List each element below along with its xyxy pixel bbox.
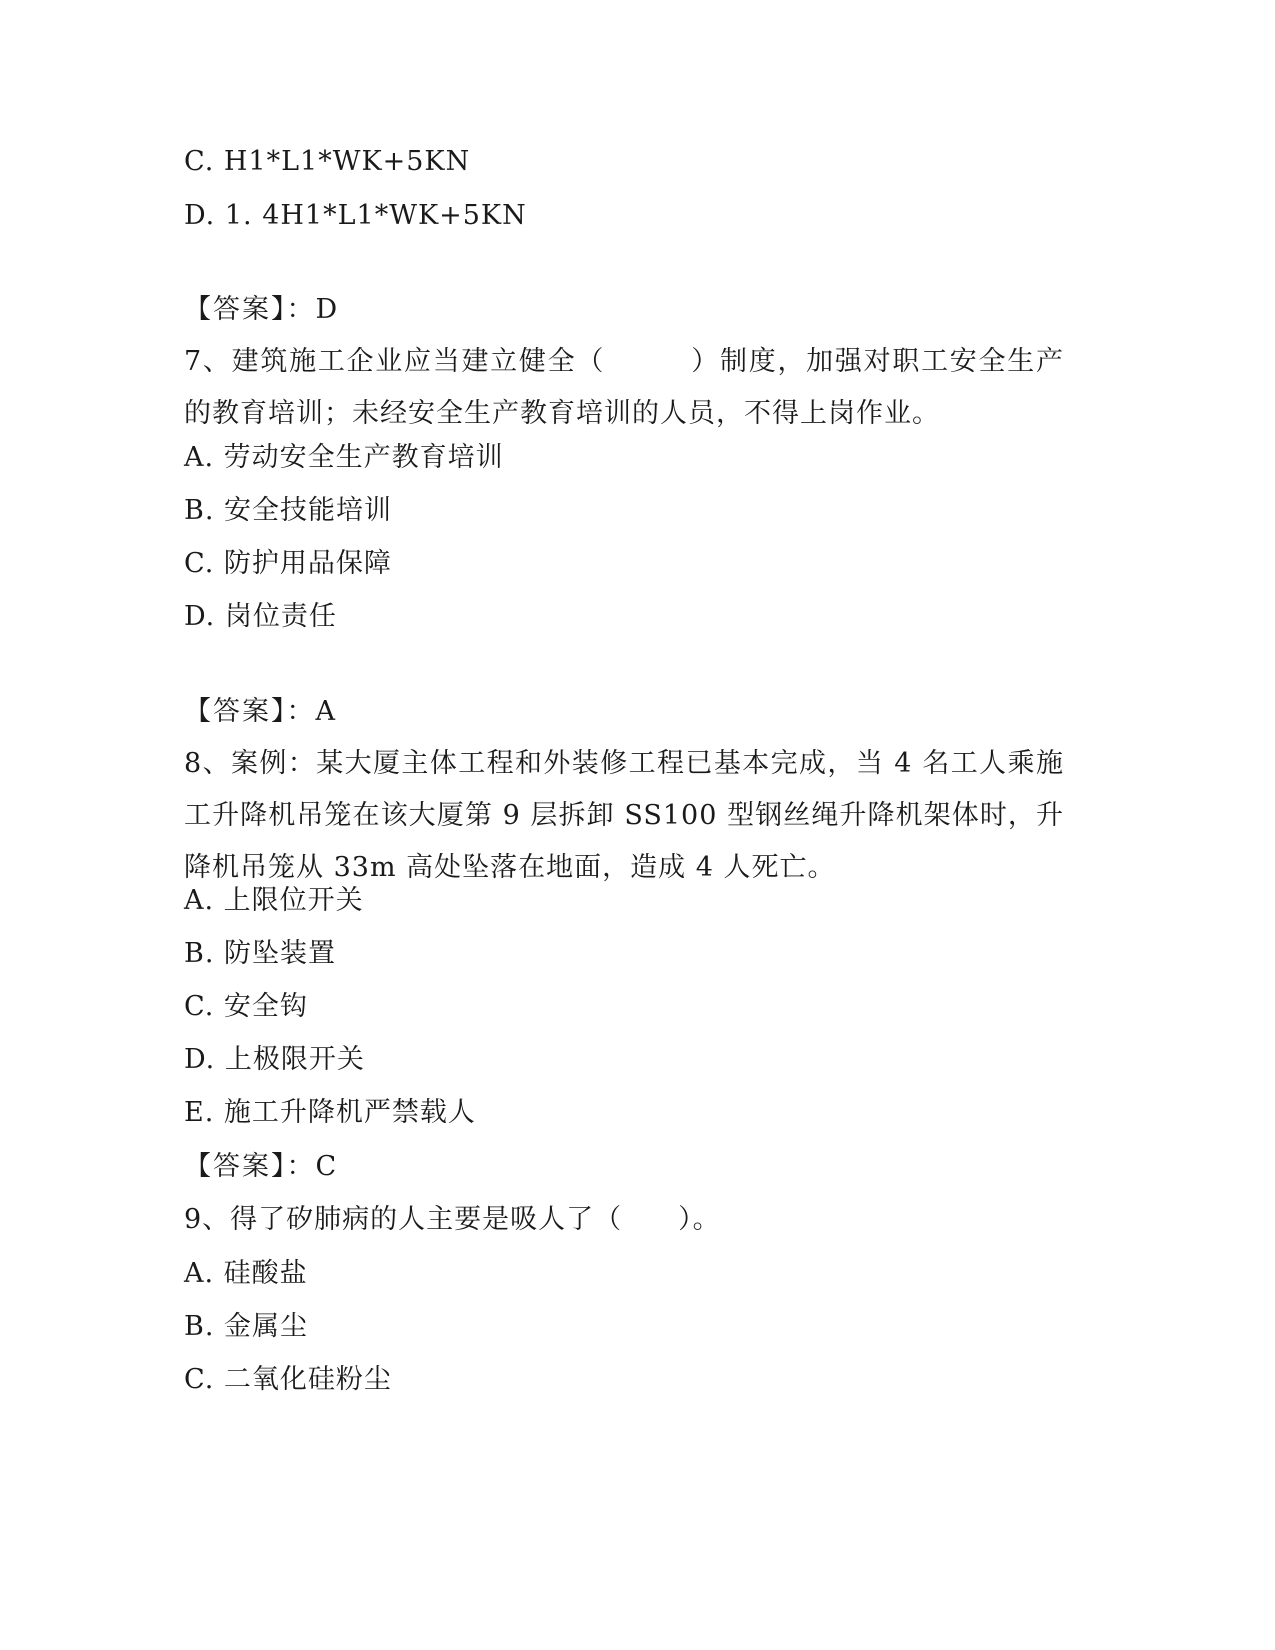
q7-option-b: B. 安全技能培训 bbox=[184, 495, 393, 526]
q7-option-d: D. 岗位责任 bbox=[184, 601, 337, 632]
q9-option-a: A. 硅酸盐 bbox=[184, 1258, 308, 1289]
q8-stem: 8、案例：某大厦主体工程和外装修工程已基本完成，当 4 名工人乘施工升降机吊笼在该大厦第 9 层拆卸 SS100 型钢丝绳升降机架体时，升降机吊笼从 33m 高处坠落在地面，造成 4 人死亡。 bbox=[184, 748, 1064, 883]
q8-option-e: E. 施工升降机严禁载人 bbox=[184, 1097, 476, 1128]
q8-option-a: A. 上限位开关 bbox=[184, 885, 364, 916]
q8-answer: 【答案】：C bbox=[184, 1151, 339, 1182]
q6-option-d: D. 1. 4H1*L1*WK+5KN bbox=[184, 200, 527, 231]
q8-option-b: B. 防坠装置 bbox=[184, 938, 337, 969]
q8-option-c: C. 安全钩 bbox=[184, 991, 308, 1022]
q9-stem: 9、得了矽肺病的人主要是吸人了（ ）。 bbox=[184, 1204, 721, 1235]
q9-option-c: C. 二氧化硅粉尘 bbox=[184, 1364, 392, 1395]
q6-answer: 【答案】：D bbox=[184, 294, 340, 325]
q7-option-c: C. 防护用品保障 bbox=[184, 548, 392, 579]
q6-option-c: C. H1*L1*WK+5KN bbox=[184, 146, 471, 177]
q9-option-b: B. 金属尘 bbox=[184, 1311, 309, 1342]
q8-option-d: D. 上极限开关 bbox=[184, 1044, 365, 1075]
q7-answer: 【答案】：A bbox=[184, 696, 337, 727]
q7-option-a: A. 劳动安全生产教育培训 bbox=[184, 442, 504, 473]
q7-stem: 7、建筑施工企业应当建立健全（ ）制度，加强对职工安全生产的教育培训；未经安全生产教育培训的人员，不得上岗作业。 bbox=[184, 346, 1064, 429]
